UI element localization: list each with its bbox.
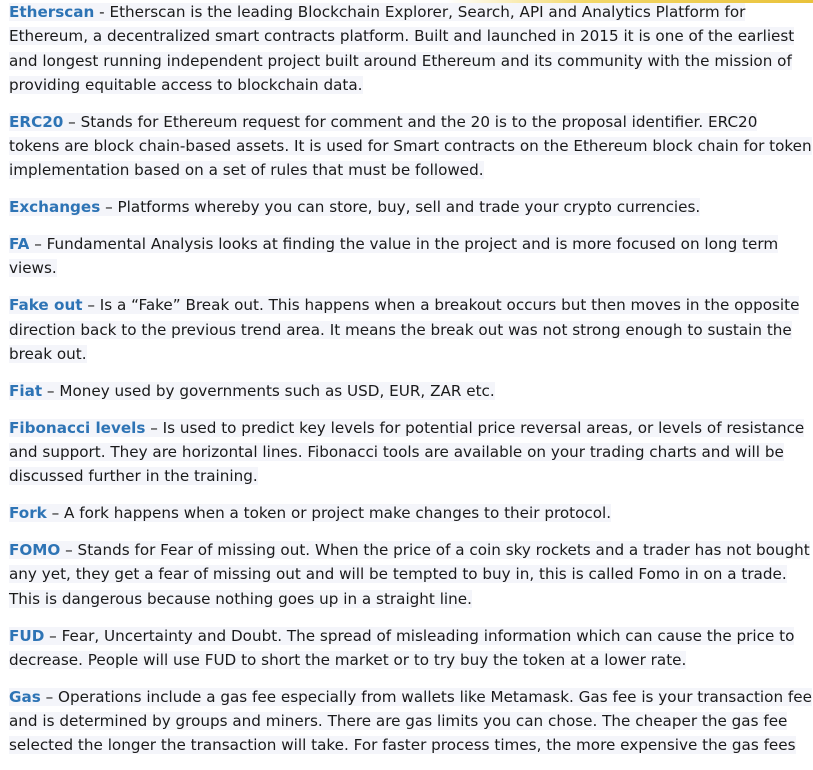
definition-line: – Platforms whereby you can store, buy, sell and trade your crypto currencies. — [100, 198, 701, 217]
glossary-entry-fiat — [9, 379, 799, 403]
glossary-entry-fibonacci-levels — [9, 416, 805, 489]
definition-line: any yet, they get a fear of missing out and will be tempted to buy in, this is called Fomo in on a trade. — [9, 565, 787, 584]
definition-line: views. — [9, 259, 57, 278]
definition-line: – Stands for Ethereum request for comment and the 20 is to the proposal identifier. ERC20 — [63, 112, 758, 131]
term-fa: FA — [9, 235, 30, 254]
definition-line: break out. — [9, 344, 87, 363]
glossary-entry-fake-out — [9, 293, 799, 366]
definition-line: – Operations include a gas fee especially from wallets like Metamask. Gas fee is your transaction fee — [40, 687, 812, 706]
definition-line: – Is a “Fake” Break out. This happens when a breakout occurs but then moves in the opposite — [82, 296, 800, 315]
definition-line: – Is used to predict key levels for potential price reversal areas, or levels of resistance — [145, 418, 805, 437]
definition-line: – Fear, Uncertainty and Doubt. The spread of misleading information which can cause the price to — [44, 626, 795, 645]
term-fork: Fork — [9, 504, 47, 523]
definition-line: Ethereum, a decentralized smart contracts platform. Built and launched in 2015 it is one of the earliest — [9, 27, 795, 46]
definition-line: and longest running independent project built around Ethereum and its community with the mission of — [9, 51, 792, 70]
definition-line: tokens are block chain-based assets. It is used for Smart contracts on the Ethereum block chain for token — [9, 137, 812, 156]
term-fake-out: Fake out — [9, 296, 83, 315]
term-etherscan: Etherscan — [9, 3, 95, 21]
definition-line: providing equitable access to blockchain data. — [9, 75, 363, 94]
definition-line: – A fork happens when a token or project make changes to their protocol. — [46, 504, 612, 523]
glossary-entry-erc20 — [9, 110, 812, 183]
glossary-entry-fomo — [9, 538, 810, 611]
term-fomo: FOMO — [9, 541, 61, 560]
glossary-entry-gas — [9, 685, 812, 758]
glossary-entry-fud — [9, 624, 799, 673]
term-fud: FUD — [9, 626, 45, 645]
term-fiat: Fiat — [9, 381, 43, 400]
definition-line: decrease. People will use FUD to short the market or to try buy the token at a lower rate. — [9, 650, 687, 669]
glossary-entry-etherscan — [9, 0, 799, 97]
glossary-entry-exchanges — [9, 195, 799, 219]
definition-line: – Money used by governments such as USD, EUR, ZAR etc. — [42, 381, 495, 400]
definition-line: – Stands for Fear of missing out. When the price of a coin sky rockets and a trader has not bought — [60, 541, 810, 560]
definition-line: discussed further in the training. — [9, 467, 258, 486]
definition-line: and support. They are horizontal lines. Fibonacci tools are available on your trading charts and will be — [9, 443, 784, 462]
term-erc20: ERC20 — [9, 112, 64, 131]
definition-line: – Fundamental Analysis looks at finding the value in the project and is more focused on long term — [29, 235, 779, 254]
glossary-entry-fa — [9, 232, 799, 281]
term-gas: Gas — [9, 687, 41, 706]
definition-line: implementation based on a set of rules that must be followed. — [9, 161, 484, 180]
definition-line: selected the longer the transaction will take. For faster process times, the more expensive the gas fees — [9, 736, 796, 755]
definition-line: - Etherscan is the leading Blockchain Explorer, Search, API and Analytics Platform for — [94, 3, 746, 21]
definition-line: This is dangerous because nothing goes up in a straight line. — [9, 589, 472, 608]
definition-line: and is determined by groups and miners. There are gas limits you can chose. The cheaper the gas fee — [9, 712, 788, 731]
term-exchanges: Exchanges — [9, 198, 101, 217]
definition-line: direction back to the previous trend area. It means the break out was not strong enough to sustain the — [9, 320, 792, 339]
glossary-entry-fork — [9, 501, 799, 525]
term-fibonacci-levels: Fibonacci levels — [9, 418, 146, 437]
